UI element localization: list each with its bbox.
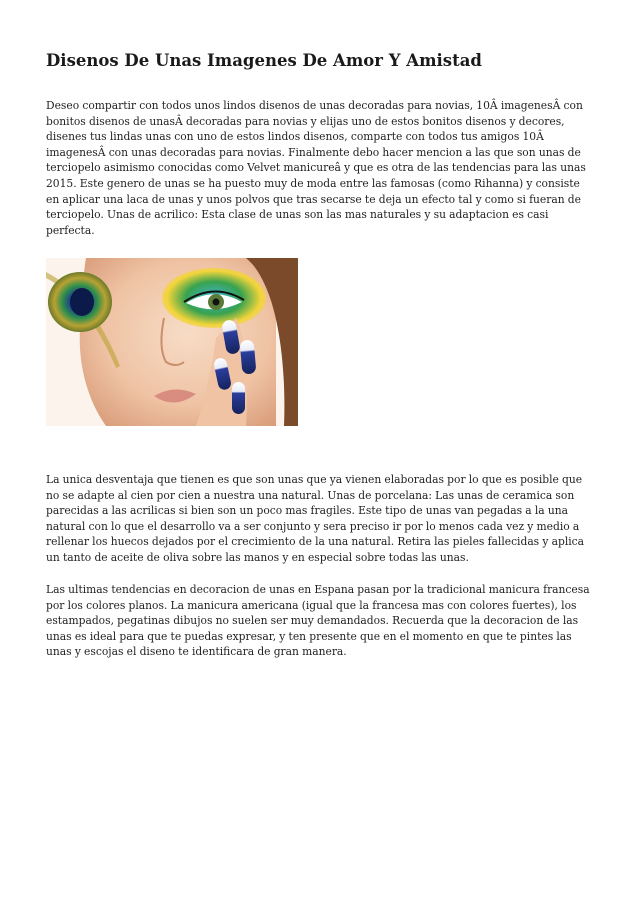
page-title: Disenos De Unas Imagenes De Amor Y Amistad xyxy=(46,51,482,70)
paragraph-middle: La unica desventaja que tienen es que son unas que ya vienen elaboradas por lo que es posible que no se adapte al cien por cien a nuestra una natural. Unas de porcelana: Las unas de ceramica son parecidas a las acrilicas si bien son un poco mas fragiles. Este tipo de unas van pegadas a la una natural con lo que el desarrollo va a ser conjunto y sera preciso ir por lo menos cada vez y medio a rellenar los huecos dejados por el crecimiento de la una natural. Retira las pieles fallecidas y aplica un tanto de aceite de oliva sobre las manos y en especial sobre todas las unas. xyxy=(46,473,585,564)
peacock-feather-nail-art-photo xyxy=(46,258,298,426)
paragraph-intro: Deseo compartir con todos unos lindos disenos de unas decoradas para novias, 10Â imagenesÂ con bonitos disenos de unasÂ decoradas para novias y elijas uno de estos bonitos disenos y decores, disenes tus lindas unas con uno de estos lindos disenos, comparte con todos tus amigos 10Â imagenesÂ con unas decoradas para novias. Finalmente debo hacer mencion a las que son unas de terciopelo asimismo conocidas como Velvet manicureâ y que es otra de las tendencias para las unas 2015. Este genero de unas se ha puesto muy de moda entre las famosas (como Rihanna) y consiste en aplicar una laca de unas y unos polvos que tras secarse te deja un efecto tal y como si fueran de terciopelo. Unas de acrilico: Esta clase de unas son las mas naturales y su adaptacion es casi perfecta. xyxy=(46,99,586,237)
photo-illustration xyxy=(46,258,298,426)
paragraph-closing: Las ultimas tendencias en decoracion de unas en Espana pasan por la tradicional manicura francesa por los colores planos. La manicura americana (igual que la francesa mas con colores fuertes), los estampados, pegatinas dibujos no suelen ser muy demandados. Recuerda que la decoracion de las unas es ideal para que te puedas expresar, y ten presente que en el momento en que te pintes las unas y escojas el diseno te identificara de gran manera. xyxy=(46,583,590,659)
